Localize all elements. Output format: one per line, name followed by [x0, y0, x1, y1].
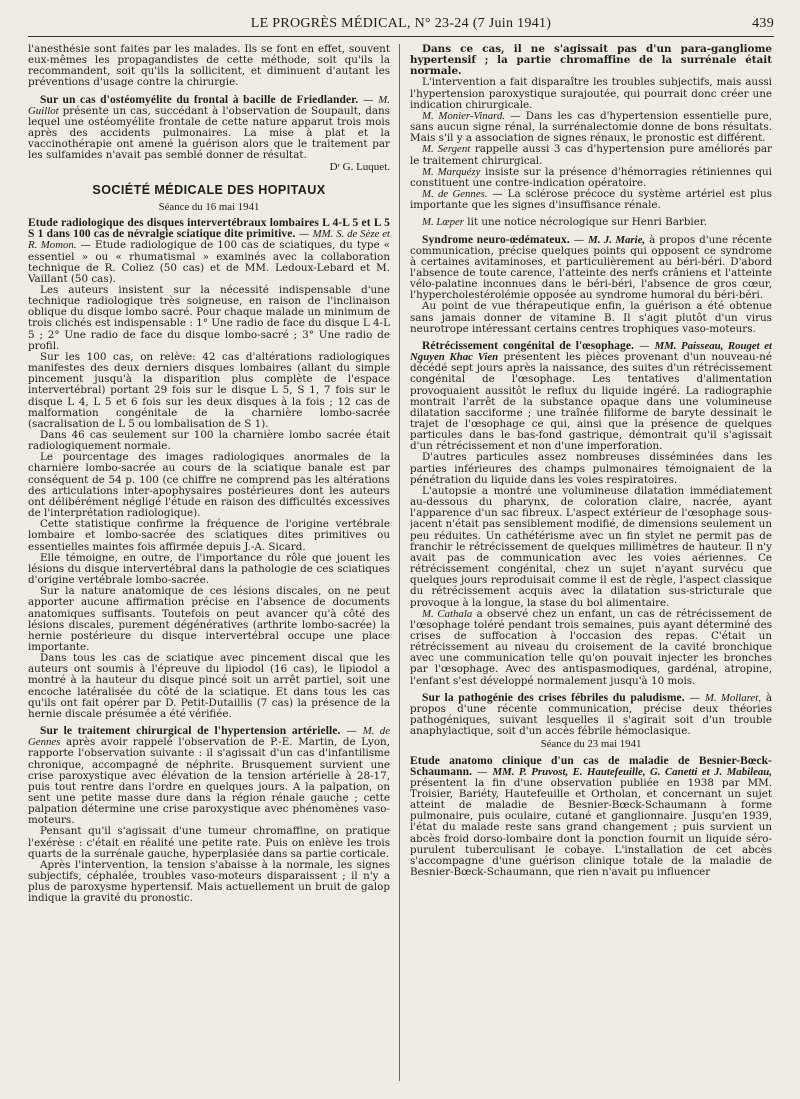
remark-text: — La sclérose précoce du système artériel est plus importante que les signes d'insuffisance rénale.: [410, 188, 772, 212]
remark-text: insiste sur la présence d'hémorragies rétiniennes qui constituent une contre-indication opératoire.: [410, 165, 772, 189]
remark-monier-vinard: [410, 111, 772, 144]
article-heading: Rétrécissement congénital de l'œsophage.: [422, 339, 635, 352]
paragraph: Le pourcentage des images radiologiques anormales de la charnière lombo-sacrée au cours de la sciatique banale est par conséquent de 54 p. 100 (ce chiffre ne comprend pas les altérations des articulations inter-apophysaires postérieures dont les auteurs ont délibérément négligé l'étude en raison des difficultés excessives de l'interprétation radiologique).: [28, 451, 390, 520]
header-rule: [28, 36, 774, 37]
article-heading: Sur un cas d'ostéomyélite du frontal à bacille de Friedlander.: [40, 93, 359, 106]
article-text: après avoir rappelé l'observation de P.-E. Martin, de Lyon, rapporte l'observation suivante : il s'agissait d'un cas d'infantilisme chronique, accompagné de néphrite. Brusquement survient une crise paroxystique avec élévation de la tension artérielle à 28-17, puis tout rentre dans l'ordre en quelques jours. A la palpation, on sent une petite masse dure dans la région rénale gauche ; cette palpation détermine une crise paroxystique avec phénomènes vaso-moteurs.: [28, 736, 390, 827]
article-osteomyelite: Sur un cas d'ostéomyélite du frontal à bacille de Friedlander. — M. Guillot présente un cas, succédant à l'observation de Soupault, dans lequel une ostéomyélite frontale de cette nature apparut trois mois après des accidents pulmonaires. La mise à plat et la vaccinothérapie ont amené la guérison alors que le traitement par les sulfamides n'avait pas semblé donner de résultat.: [28, 93, 390, 162]
society-heading: SOCIÉTÉ MÉDICALE DES HOPITAUX: [92, 182, 326, 197]
paragraph: Dans ce cas, il ne s'agissait pas d'un para-gangliome hypertensif ; la partie chromaffine de la surrénale était normale.: [410, 44, 772, 78]
paragraph: Les auteurs insistent sur la nécessité indispensable d'une technique radiologique très soigneuse, en raison de l'inclinaison oblique du disque lombo sacré. Pour chaque malade un minimum de trois clichés est indispensable : 1° Une radio de face du disque L 4-L 5 ; 2° Une radio de face du disque lombo-sacré ; 3° Une radio de profil.: [28, 283, 390, 352]
paragraph: Pensant qu'il s'agissait d'une tumeur chromaffine, on pratique l'exérèse : c'était en réalité une petite rate. Puis on enlève les trois quarts de la surrénale gauche, hyperplasiée dans sa partie corticale.: [28, 825, 390, 860]
article-text: à propos d'une récente communication, précise quelques points qui opposent ce syndrome à certaines avitaminoses, et particulièrement au béri-béri. D'abord l'absence de toute carence, l'atteinte des nerfs crâniens et l'atteinte vélo-palatine inconnues dans le béri-béri, l'absence de gros cœur, l'hypercholestérolémie opposée au syndrome humoral du béri-béri.: [410, 233, 772, 302]
remark-text: — Dans les cas d'hypertension essentielle pure, sans aucun signe rénal, la surrénalectomie donne de bons résultats. Mais s'il y a association de signes rénaux, le pronostic est différent.: [410, 109, 772, 145]
paragraph: Après l'intervention, la tension s'abaisse à la normale, les signes subjectifs, céphalée, troubles vaso-moteurs disparaissent ; il n'y a plus de paroxysme hypertensif. Mais actuellement un bruit de galop indique la gravité du pronostic.: [28, 858, 390, 905]
author: M. de Gennes.: [422, 188, 488, 201]
paragraph: Sur les 100 cas, on relève: 42 cas d'altérations radiologiques manifestes des deux derniers disques lombaires (allant du simple pincement jusqu'à la disparition plus complète de l'espace intervertébral) portant 29 fois sur le disque L 5, S 1, 7 fois sur le disque L 4, L 5 et 6 fois sur les deux disques à la fois ; 12 cas de malformation congénitale de la charnière lombo-sacrée (sacralisation de L 5 ou lombalisation de S 1).: [28, 350, 390, 430]
author: MM. P. Pruvost, E. Hautefeuille, G. Canetti et J. Mabileau,: [492, 765, 772, 778]
signature: [28, 162, 390, 173]
article-heading: Syndrome neuro-œdémateux.: [422, 233, 570, 246]
article-heading: Etude anatomo clinique d'un cas de maladie de Besnier-Bœck-Schaumann.: [410, 754, 772, 778]
article-text: Etude radiologique de 100 cas de sciatiques, du type « essentiel » ou « rhumatismal » examinés avec la collaboration technique de R. Coliez (50 cas) et de MM. Ledoux-Lebard et M. Vaillant (50 cas).: [28, 239, 390, 285]
remark-text: lit une notice nécrologique sur Henri Barbier.: [467, 216, 707, 229]
paragraph: Au point de vue thérapeutique enfin, la guérison a été obtenue sans jamais donner de vitamine B. Il s'agit plutôt d'un virus neurotrope intéressant certains centres trophiques vaso-moteurs.: [410, 300, 772, 335]
paragraph: D'autres particules assez nombreuses disséminées dans les parties inférieures des champs pulmonaires témoignaient de la pénétration du liquide dans les voies respiratoires.: [410, 451, 772, 486]
author: MM. Paisseau, Rouget et Nguyen Khac Vien: [410, 339, 772, 364]
author: M. Guillot: [28, 93, 390, 117]
remark-cathala: [410, 609, 772, 687]
session-date: Séance du 23 mai 1941: [540, 738, 642, 751]
article-text: présentent les pièces provenant d'un nouveau-né décédé sept jours après la naissance, des suites d'un rétrécissement congénital de l'œsophage. Les tentatives d'alimentation provoquaient aussitôt le reflux du liquide ingéré. La radiographie montrait l'arrêt de la substance opaque dans une volumineuse dilatation sacciforme ; une traînée filiforme de baryte dessinait le trajet de l'œsophage ce qui, ainsi que la présence de quelques particules dans le bas-fond gastrique, démontrait qu'il s'agissait d'un rétrécissement et non d'une imperforation.: [410, 351, 772, 453]
author: M. J. Marie,: [588, 233, 646, 246]
author: M. Lœper: [422, 216, 464, 229]
article-heading: Sur la pathogénie des crises fébriles du paludisme.: [422, 691, 685, 704]
running-header: [28, 14, 774, 36]
journal-title: LE PROGRÈS MÉDICAL, N° 23-24 (7 Juin 1941): [250, 16, 552, 31]
article-text: présente un cas, succédant à l'observation de Soupault, dans lequel une ostéomyélite frontale de cette nature apparut trois mois après des accidents pulmonaires. La mise à plat et la vaccinothérapie ont amené la guérison alors que le traitement par les sulfamides n'avait pas semblé donner de résultat.: [28, 104, 390, 162]
article-besnier-boeck-schaumann: Etude anatomo clinique d'un cas de maladie de Besnier-Bœck-Schaumann. — MM. P. Pruvost, E. Hautefeuille, G. Canetti et J. Mabileau, présentent la fin d'une observation publiée en 1938 par MM. Troisier, Bariéty, Hautefeuille et Ortholan, et concernant un sujet atteint de maladie de Besnier-Bœck-Schaumann à forme pulmonaire, puis oculaire, cutané et ganglionnaire. Jusqu'en 1939, l'état du malade reste sans grand changement ; puis survient un abcès froid dorso-lombaire dont la ponction fournit un liquide séro-purulent tuberculisant le cobaye. L'installation de cet abcès s'accompagne d'une guérison clinique totale de la maladie de Besnier-Bœck-Schaumann, que rien n'avait pu influencer: [410, 754, 772, 879]
article-paludisme: Sur la pathogénie des crises fébriles du paludisme. — M. Mollaret, à propos d'une récente communication, précise deux théories pathogéniques, suivant lesquelles il s'agirait soit d'un trouble anaphylactique, soit d'un accès fébrile hémoclasique.: [410, 691, 772, 738]
paragraph: Dans tous les cas de sciatique avec pincement discal que les auteurs ont soumis à l'épreuve du lipiodol (16 cas), le lipiodol a montré à la hauteur du disque pincé soit un arrêt partiel, soit une encoche latéralisée du côté de la sciatique. Et dans tous les cas qu'ils ont fait opérer par D. Petit-Dutaillis (7 cas) la présence de la hernie discale présumée a été vérifiée.: [28, 652, 390, 720]
author: MM. S. de Sèze et R. Momon.: [28, 228, 390, 252]
article-heading: Etude radiologique des disques intervertébraux lombaires L 4-L 5 et L 5 S 1 dans 100 cas de névralgie sciatique dite primitive.: [28, 217, 390, 241]
remark-de-gennes: [410, 189, 772, 211]
author: M. de Gennes: [28, 725, 390, 749]
author: M. Sergent: [422, 143, 471, 156]
author: M. Mollaret,: [704, 691, 761, 704]
paragraph: Sur la nature anatomique de ces lésions discales, on ne peut apporter aucune affirmation précise en l'absence de documents anatomiques suffisants. Toutefois on peut avancer qu'à côté des lésions discales, purement dégénératives (arthrite lombo-sacrée) la hernie postérieure du disque intervertébral occupe une place importante.: [28, 585, 390, 653]
paragraph: Elle témoigne, en outre, de l'importance du rôle que jouent les lésions du disque intervertébral dans la pathologie de ces sciatiques d'origine vertébrale lombo-sacrée.: [28, 551, 390, 587]
article-heading: Sur le traitement chirurgical de l'hypertension artérielle.: [40, 725, 341, 738]
remark-text: rappelle aussi 3 cas d'hypertension pure améliorés par le traitement chirurgical.: [410, 143, 772, 167]
remark-loeper: [410, 217, 772, 228]
signature-text: Dʳ G. Luquet.: [329, 160, 390, 173]
session-date: Séance du 16 mai 1941: [158, 200, 260, 213]
article-retrecissement-oesophage: Rétrécissement congénital de l'œsophage. — MM. Paisseau, Rouget et Nguyen Khac Vien présentent les pièces provenant d'un nouveau-né décédé sept jours après la naissance, des suites d'un rétrécissement congénital de l'œsophage. Les tentatives d'alimentation provoquaient aussitôt le reflux du liquide ingéré. La radiographie montrait l'arrêt de la substance opaque dans une volumineuse dilatation sacciforme ; une traînée filiforme de baryte dessinait le trajet de l'œsophage ce qui, ainsi que la présence de quelques particules dans le bas-fond gastrique, démontrait qu'il s'agissait d'un rétrécissement et non d'une imperforation.: [410, 339, 772, 453]
remark-text: a observé chez un enfant, un cas de rétrécissement de l'œsophage toléré pendant trois semaines, puis ayant déterminé des crises de suffocation à l'occasion des repas. C'était un rétrécissement au niveau du croisement de la cavité bronchique avec une communication telle qu'on pouvait injecter les bronches par l'œsophage. Avec des antispasmodiques, gardénal, atropine, l'enfant s'est développé normalement jusqu'à 10 mois.: [410, 607, 772, 687]
author: M. Monier-Vinard.: [422, 109, 505, 122]
paragraph: L'autopsie a montré une volumineuse dilatation immédiatement au-dessous du pharynx, de coloration claire, nacrée, ayant l'apparence d'un sac fibreux. L'aspect extérieur de l'œsophage sous-jacent n'était pas sensiblement modifié, de dimensions seulement un peu réduites. Un cathétérisme avec un fin stylet ne permit pas de franchir le rétrécissement de quelques millimètres de hauteur. Il n'y avait pas de communication avec les voies aériennes. Ce rétrécissement congénital, chez un sujet n'ayant survécu que quelques jours reproduisait comme il est de règle, l'aspect classique du rétrécissement acquis avec la dilatation sus-stricturale que provoque à la longue, la stase du bol alimentaire.: [410, 484, 772, 609]
paragraph: Cette statistique confirme la fréquence de l'origine vertébrale lombaire et lombo-sacrée des sciatiques dites primitives ou essentielles maintes fois affirmée depuis J.-A. Sicard.: [28, 518, 390, 553]
article-text: présentent la fin d'une observation publiée en 1938 par MM. Troisier, Bariéty, Hautefeuille et Ortholan, et concernant un sujet atteint de maladie de Besnier-Bœck-Schaumann à forme pulmonaire, puis oculaire, cutané et ganglionnaire. Jusqu'en 1939, l'état du malade reste sans grand changement ; puis survient un abcès froid dorso-lombaire dont la ponction fournit un liquide séro-purulent tuberculisant le cobaye. L'installation de cet abcès s'accompagne d'une guérison clinique totale de la maladie de Besnier-Bœck-Schaumann, que rien n'avait pu influencer: [410, 776, 772, 879]
column-divider: [399, 44, 400, 1081]
article-syndrome-neuro-oedemateux: Syndrome neuro-œdémateux. — M. J. Marie, à propos d'une récente communication, précise quelques points qui opposent ce syndrome à certaines avitaminoses, et particulièrement au béri-béri. D'abord l'absence de toute carence, l'atteinte des nerfs crâniens et l'atteinte vélo-palatine inconnues dans le béri-béri, l'absence de gros cœur, l'hypercholestérolémie opposée au syndrome humoral du béri-béri.: [410, 233, 772, 302]
page-number: 439: [752, 16, 774, 31]
paragraph: l'anesthésie sont faites par les malades. Ils se font en effet, souvent eux-mêmes les propagandistes de cette méthode, soit qu'ils la recommandent, soit qu'ils la sollicitent, et diminuent d'autant les préventions d'usage contre la chirurgie.: [28, 44, 390, 89]
paragraph: Dans 46 cas seulement sur 100 la charnière lombo sacrée était radiologiquement normale.: [28, 429, 390, 453]
left-column: [28, 44, 390, 1083]
article-text: à propos d'une récente communication, précise deux théories pathogéniques, suivant lesquelles il s'agirait soit d'un trouble anaphylactique, soit d'un accès fébrile hémoclasique.: [410, 691, 772, 738]
author: M. Marquézy: [422, 165, 481, 178]
article-etude-radiologique: Etude radiologique des disques intervertébraux lombaires L 4-L 5 et L 5 S 1 dans 100 cas de névralgie sciatique dite primitive. — MM. S. de Sèze et R. Momon. — Etude radiologique de 100 cas de sciatiques, du type « essentiel » ou « rhumatismal » examinés avec la collaboration technique de R. Coliez (50 cas) et de MM. Ledoux-Lebard et M. Vaillant (50 cas).: [28, 217, 390, 285]
author: M. Cathala: [422, 607, 473, 620]
paragraph: L'intervention a fait disparaître les troubles subjectifs, mais aussi l'hypertension paroxystique surajoutée, qui pourrait donc créer une indication chirurgicale.: [410, 76, 772, 111]
right-column: [410, 44, 772, 1083]
article-traitement-chirurgical: Sur le traitement chirurgical de l'hypertension artérielle. — M. de Gennes après avoir rappelé l'observation de P.-E. Martin, de Lyon, rapporte l'observation suivante : il s'agissait d'un cas d'infantilisme chronique, accompagné de néphrite. Brusquement survient une crise paroxystique avec élévation de la tension artérielle à 28-17, puis tout rentre dans l'ordre en quelques jours. A la palpation, on sent une petite masse dure dans la région rénale gauche ; cette palpation détermine une crise paroxystique avec phénomènes vaso-moteurs.: [28, 725, 390, 827]
remark-marquezy: [410, 167, 772, 189]
remark-sergent: [410, 144, 772, 166]
